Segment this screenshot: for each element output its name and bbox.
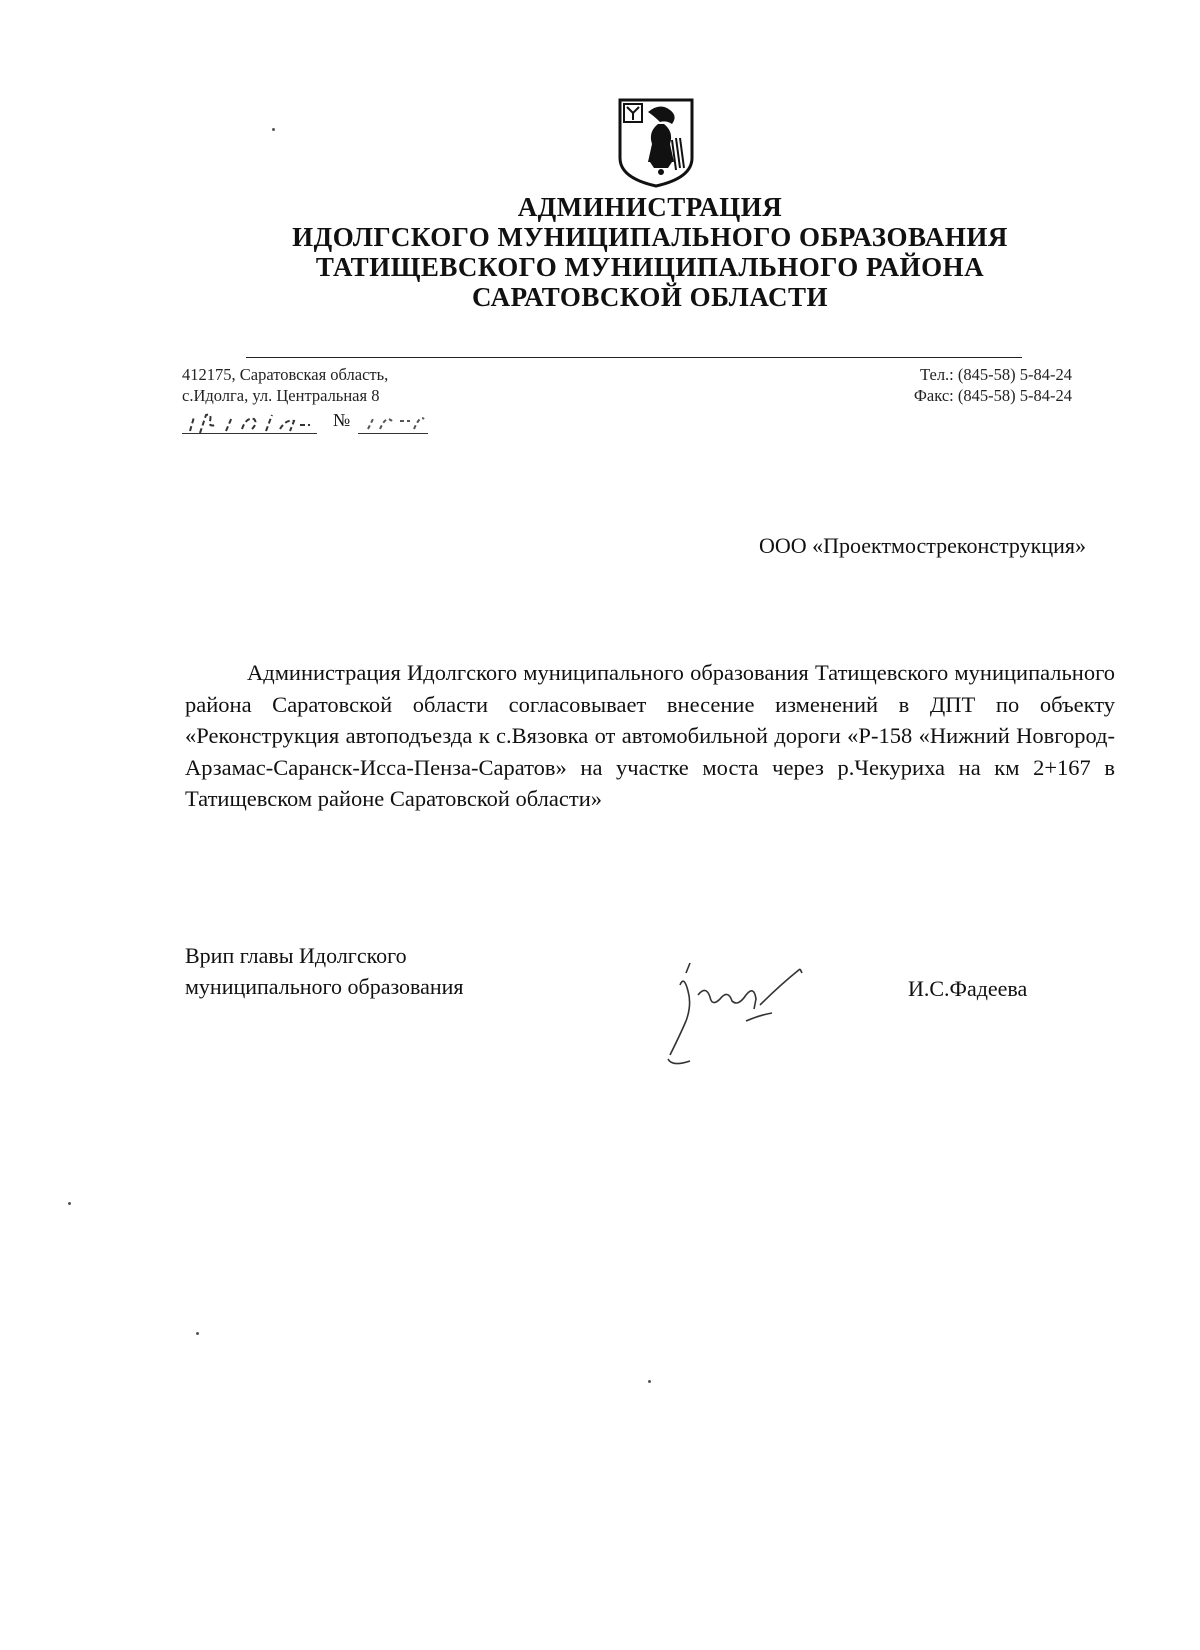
signatory-title-line-2: муниципального образования [185, 974, 464, 999]
header-line-1: АДМИНИСТРАЦИЯ [517, 192, 783, 222]
handwritten-signature-icon [650, 955, 830, 1075]
coat-of-arms-emblem-icon [618, 98, 694, 188]
header-line-3: ТАТИЩЕВСКОГО МУНИЦИПАЛЬНОГО РАЙОНА [315, 252, 985, 282]
header-line-2: ИДОЛГСКОГО МУНИЦИПАЛЬНОГО ОБРАЗОВАНИЯ [292, 222, 1008, 252]
header-divider [246, 357, 1022, 358]
registration-line [182, 409, 432, 435]
postal-address [182, 364, 388, 406]
header-line-4: САРАТОВСКОЙ ОБЛАСТИ [471, 282, 829, 312]
signatory-title [185, 940, 464, 1002]
letter-body: Администрация Идолгского муниципального образования Татищевского муниципального района Саратовской области согласовывает внесение изменений в ДПТ по объекту «Реконструкция автоподъезда к с.Вязовка от автомобильной дороги «Р-158 «Нижний Новгород-Арзамас-Саранск-Исса-Пенза-Саратов» на участке моста через р.Чекуриха на км 2+167 в Татищевском районе Саратовской области» [185, 660, 1115, 811]
recipient: ООО «Проектмостреконструкция» [758, 533, 1086, 558]
address-line-2: с.Идолга, ул. Центральная 8 [182, 386, 380, 405]
fax-number: Факс: (845-58) 5-84-24 [913, 386, 1072, 405]
organization-header [200, 192, 1100, 312]
address-line-1: 412175, Саратовская область, [182, 365, 389, 384]
scan-speck [196, 1332, 199, 1335]
handwritten-number-scribble-icon [362, 409, 428, 433]
signatory-name: И.С.Фадеева [908, 976, 1028, 1001]
scan-speck [272, 128, 275, 131]
handwritten-date-scribble-icon [182, 409, 317, 435]
number-underline [358, 433, 428, 434]
date-underline [182, 433, 317, 434]
number-sign: № [333, 410, 351, 430]
scan-speck [648, 1380, 651, 1383]
phone-number: Тел.: (845-58) 5-84-24 [920, 365, 1072, 384]
signatory-title-line-1: Врип главы Идолгского [185, 943, 407, 968]
scan-speck [68, 1202, 71, 1205]
contact-block [914, 364, 1072, 406]
